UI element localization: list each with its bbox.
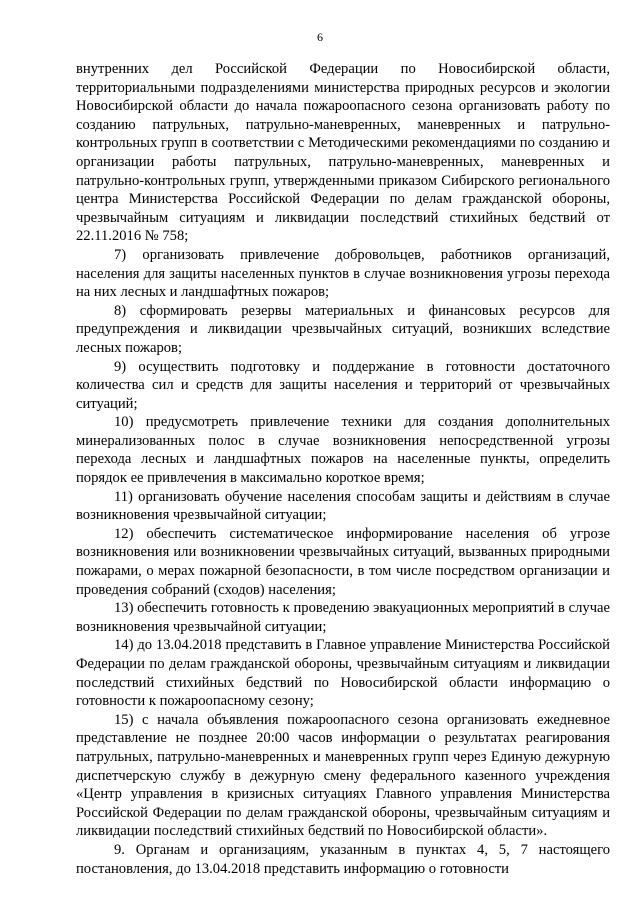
paragraph-item-12: 12) обеспечить систематическое информирование населения об угрозе возникновения или возникновении чрезвычайных ситуаций, вызванных природными пожарами, о мерах пожарной безопасности, в том числе посредством организации и проведения собраний (сходов) населения; <box>76 525 610 598</box>
paragraph-item-15: 15) с начала объявления пожароопасного сезона организовать ежедневное представление не позднее 20:00 часов информации о результатах реагирования патрульных, патрульно-маневренных и маневренных групп через Единую дежурную диспетчерскую службу в дежурную смену федерального казенного учреждения «Центр управления в кризисных ситуациях Главного управления Министерства Российской Федерации по делам гражданской обороны, чрезвычайным ситуациям и ликвидации последствий стихийных бедствий по Новосибирской области». <box>76 711 610 840</box>
paragraph-continuation: внутренних дел Российской Федерации по Новосибирской области, территориальными подразделениями министерства природных ресурсов и экологии Новосибирской области до начала пожароопасного сезона организовать работу по созданию патрульных, патрульно-маневренных, маневренных и патрульно-контрольных групп в соответствии с Методическими рекомендациями по созданию и организации работы патрульных, патрульно-маневренных, маневренных и патрульно-контрольных групп, утвержденными приказом Сибирского регионального центра Министерства Российской Федерации по делам гражданской обороны, чрезвычайным ситуациям и ликвидации последствий стихийных бедствий от 22.11.2016 № 758; <box>76 61 610 245</box>
document-body <box>76 60 610 878</box>
paragraph-item-8: 8) сформировать резервы материальных и финансовых ресурсов для предупреждения и ликвидации чрезвычайных ситуаций, возникших вследствие лесных пожаров; <box>76 302 610 356</box>
paragraph-item-10: 10) предусмотреть привлечение техники для создания дополнительных минерализованных полос в случае возникновения непосредственной угрозы перехода лесных и ландшафтных пожаров на населенные пункты, определить порядок ее привлечения в максимально короткое время; <box>76 414 610 487</box>
paragraph-item-14: 14) до 13.04.2018 представить в Главное управление Министерства Российской Федерации по делам гражданской обороны, чрезвычайным ситуациям и ликвидации последствий стихийных бедствий по Новосибирской области информацию о готовности к пожароопасному сезону; <box>76 637 610 710</box>
paragraph-item-11: 11) организовать обучение населения способам защиты и действиям в случае возникновения чрезвычайной ситуации; <box>76 488 610 524</box>
page-number: 6 <box>317 30 323 44</box>
paragraph-item-13: 13) обеспечить готовность к проведению эвакуационных мероприятий в случае возникновения чрезвычайной ситуации; <box>76 600 610 635</box>
paragraph-point-9: 9. Органам и организациям, указанным в пунктах 4, 5, 7 настоящего постановления, до 13.04.2018 представить информацию о готовности <box>76 841 610 877</box>
paragraph-item-7: 7) организовать привлечение добровольцев, работников организаций, населения для защиты населенных пунктов в случае возникновения угрозы перехода на них лесных и ландшафтных пожаров; <box>76 246 610 301</box>
paragraph-item-9: 9) осуществить подготовку и поддержание в готовности достаточного количества сил и средств для защиты населения и территорий от чрезвычайных ситуаций; <box>76 358 610 412</box>
